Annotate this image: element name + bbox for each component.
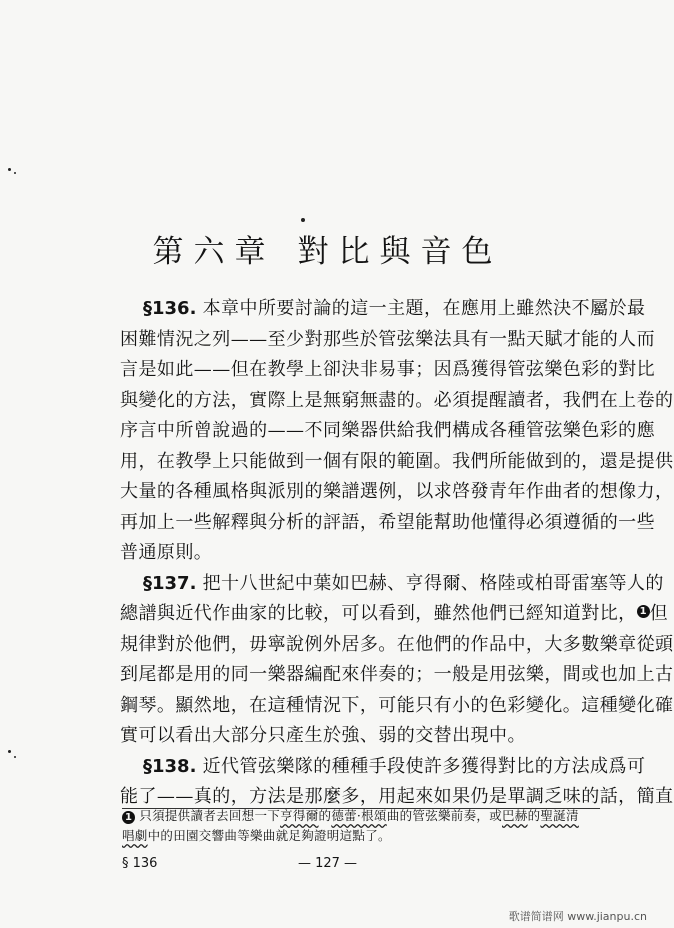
text-line: 大量的各種風格與派別的樂譜選例，以求啓發青年作曲者的想像力， — [120, 481, 674, 502]
text-line: 困難情況之列——至少對那些於管弦樂法具有一點天賦才能的人而 — [120, 328, 656, 350]
scan-speck — [8, 168, 11, 171]
name-underlined: 巴赫 — [502, 808, 528, 823]
ornament-dot — [301, 218, 305, 222]
section-number: §137. — [143, 572, 197, 594]
text-line: 能了——真的，方法是那麼多，用起來如果仍是單調乏味的話，簡直 — [120, 786, 674, 807]
text-line: 用，在教學上只能做到一個有限的範圍。我們所能做到的，還是提供 — [120, 450, 674, 472]
text-line: 言是如此——但在教學上卻決非易事；因爲獲得管弦樂色彩的對比 — [120, 359, 656, 380]
scan-speck — [14, 756, 16, 758]
text-line: 與變化的方法，實際上是無窮無盡的。必須提醒讀者，我們在上卷的 — [120, 389, 674, 411]
section-number: §136. — [143, 298, 197, 319]
scan-speck — [8, 750, 11, 753]
footnote-number: 1 — [122, 811, 135, 824]
text-line: 實可以看出大部分只產生於強、弱的交替出現中。 — [120, 725, 526, 746]
text-line: §138. 近代管弦樂隊的種種手段使許多獲得對比的方法成爲可 — [143, 755, 646, 777]
text-line: 規律對於他們，毋寧說例外居多。在他們的作品中，大多數樂章從頭 — [120, 633, 674, 655]
scan-speck — [14, 172, 16, 174]
footnote-line: 唱劇中的田園交響曲等樂曲就足夠證明這點了。 — [122, 828, 391, 843]
chapter-title — [0, 226, 655, 271]
page-number: — 127 — — [297, 856, 358, 871]
text-line: 再加上一些解釋與分析的評語，希望能幫助他懂得必須遵循的一些 — [120, 511, 656, 533]
text-line: §137. 把十八世紀中葉如巴赫、亨得爾、格陸或柏哥雷塞等人的 — [143, 572, 664, 594]
footnote-marker[interactable]: 1 — [637, 605, 650, 618]
text-line: 鋼琴。顯然地，在這種情況下，可能只有小的色彩變化。這種變化確 — [120, 694, 674, 716]
title-underlined: 聖誕清 — [540, 808, 579, 823]
name-underlined: 亨得爾 — [280, 808, 319, 823]
section-number: §138. — [143, 755, 197, 777]
chapter-name: 對比與音色 — [297, 234, 503, 270]
text-line: 總譜與近代作曲家的比較，可以看到，雖然他們已經知道對比， 1 但 — [120, 603, 669, 624]
chapter-number: 第六章 — [152, 234, 276, 270]
section-folio: § 136 — [122, 856, 158, 871]
footnote-line: 1 只須提供讀者去回想一下亨得爾的德蕾·根頌曲的管弦樂前奏，或巴赫的聖誕清 — [122, 807, 602, 825]
text-line: 到尾都是用的同一樂器編配來伴奏的；一般是用弦樂，間或也加上古 — [120, 664, 674, 685]
watermark: 歌谱简谱网 www.jianpu.cn — [508, 910, 647, 923]
title-underlined: 德蕾·根頌 — [331, 808, 387, 823]
text-line: 普通原則。 — [120, 542, 213, 563]
text-line: 序言中所曾說過的——不同樂器供給我們構成各種管弦樂色彩的應 — [120, 420, 656, 441]
title-underlined: 唱劇 — [122, 828, 148, 843]
text-line: §136. 本章中所要討論的這一主題，在應用上雖然決不屬於最 — [143, 298, 646, 319]
